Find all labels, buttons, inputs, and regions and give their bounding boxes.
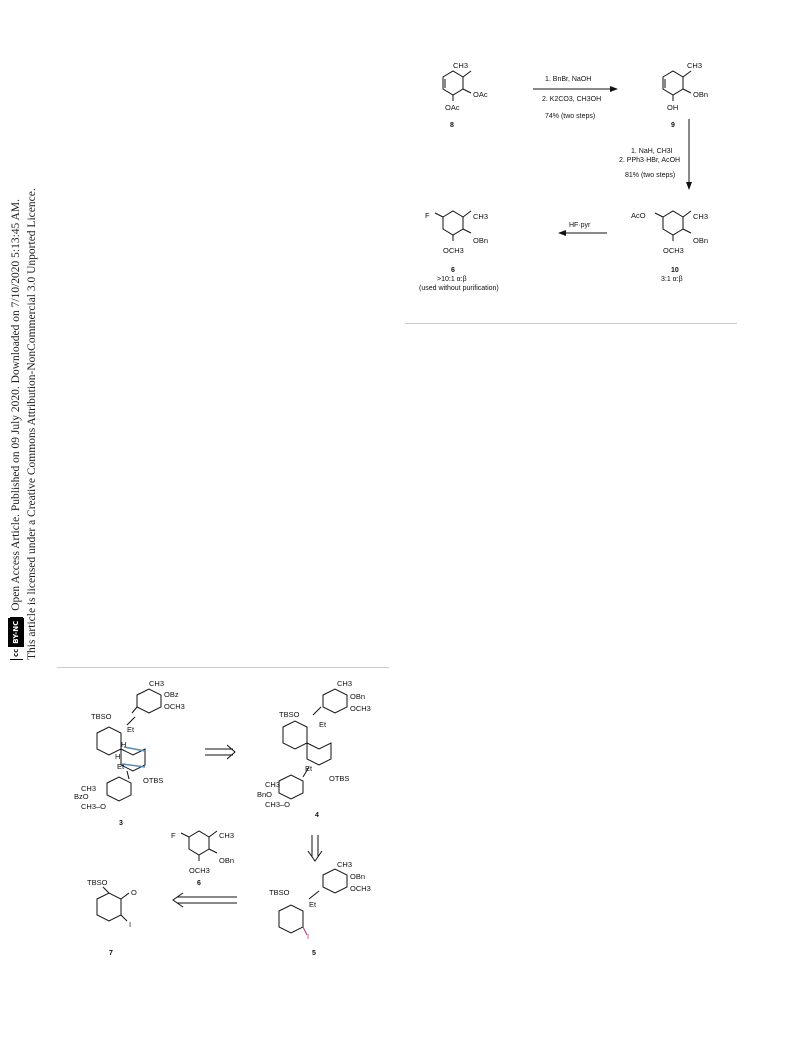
compound-8-label: 8 [450,122,454,129]
arrow2-conditions-2: 2. PPh3·HBr, AcOH [619,157,681,164]
c4-ch3o: CH3–O [265,800,291,809]
compound-10-structure [655,211,691,241]
compound-7-structure [97,887,129,921]
c6-ratio: >10:1 α:β [437,276,467,283]
c7-tbso: TBSO [87,878,108,887]
c5-iodine: I [307,932,310,941]
retro-c6-ch3: CH3 [219,831,235,840]
compound-4-label: 4 [315,812,319,819]
c4-otbs: OTBS [329,774,350,783]
retro-c6-obn: OBn [219,856,235,865]
c10-ch3: CH3 [693,212,709,221]
c10-och3: OCH3 [663,246,684,255]
retro-c6-och3: OCH3 [189,866,210,875]
c4-obn: OBn [350,692,366,701]
cc-by-nc-badge[interactable]: cc BY-NC [10,617,23,660]
license-notice[interactable]: This article is licensed under a Creative Commons Attribution-NonCommercial 3.0 Unported Licence. [26,188,38,660]
c8-ch3: CH3 [453,61,469,70]
c3-ch3o: CH3–O [81,802,107,811]
c8-oac-2: OAc [445,103,460,112]
compound-7-label: 7 [109,950,113,957]
publication-notice: Open Access Article. Published on 09 July 2020. Downloaded on 7/10/2020 5:13:45 AM. [10,199,22,611]
license-sidebar [8,120,48,660]
c3-h: H [121,740,127,749]
c10-obn: OBn [693,236,709,245]
c5-ch3: CH3 [337,860,353,869]
c4-ch3-2: CH3 [265,780,281,789]
c3-tbso: TBSO [91,712,112,721]
compound-9-structure [663,71,691,101]
compound-6-structure-retro [181,831,217,861]
c3-bzo: BzO [74,792,89,801]
c8-oac: OAc [473,90,488,99]
c4-et-2: Et [305,764,313,773]
retro-c6-f: F [171,831,176,840]
arrow1-yield: 74% (two steps) [545,113,596,120]
c6-och3: OCH3 [443,246,464,255]
c3-h-2: H [115,752,121,761]
c3-och3: OCH3 [164,702,185,711]
arrow1-conditions-2: 2. K2CO3, CH3OH [542,96,602,103]
c9-obn: OBn [693,90,709,99]
c4-tbso: TBSO [279,710,300,719]
retro-compound-6-label: 6 [197,880,201,887]
arrow3-conditions: HF·pyr [569,222,591,229]
retrosynthesis-scheme [57,675,392,965]
c3-obz: OBz [164,690,179,699]
compound-3-label: 3 [119,820,123,827]
compound-9-label: 9 [671,122,675,129]
c5-tbso: TBSO [269,888,290,897]
compound-8-structure [443,71,471,101]
c6-obn: OBn [473,236,489,245]
arrow2-yield: 81% (two steps) [625,172,676,179]
compound-6-structure [435,211,471,241]
scheme-bottom-rule [57,667,389,668]
c7-o: O [131,888,137,897]
c4-och3: OCH3 [350,704,371,713]
c6-ch3: CH3 [473,212,489,221]
c3-otbs: OTBS [143,776,164,785]
c5-obn: OBn [350,872,366,881]
c7-iodine: I [129,920,132,929]
synthesis-scheme-top [405,55,745,305]
c3-et: Et [127,725,135,734]
c10-aco: AcO [631,211,646,220]
compound-6-label: 6 [451,267,455,274]
c5-et: Et [309,900,317,909]
c10-ratio: 3:1 α:β [661,276,683,283]
c4-et: Et [319,720,327,729]
arrow2-conditions-1: 1. NaH, CH3I [631,148,673,155]
compound-5-label: 5 [312,950,316,957]
c4-ch3: CH3 [337,679,353,688]
arrow1-conditions-1: 1. BnBr, NaOH [545,76,592,83]
c6-note: (used without purification) [419,285,499,292]
c3-et-2: Et [117,762,125,771]
c4-bno: BnO [257,790,273,799]
compound-10-label: 10 [671,267,679,274]
c6-f: F [425,211,430,220]
c9-ch3: CH3 [687,61,703,70]
c3-ch3-2: CH3 [81,784,97,793]
c9-oh: OH [667,103,679,112]
c5-och3: OCH3 [350,884,371,893]
c3-ch3: CH3 [149,679,165,688]
scheme-top-rule [405,323,737,324]
